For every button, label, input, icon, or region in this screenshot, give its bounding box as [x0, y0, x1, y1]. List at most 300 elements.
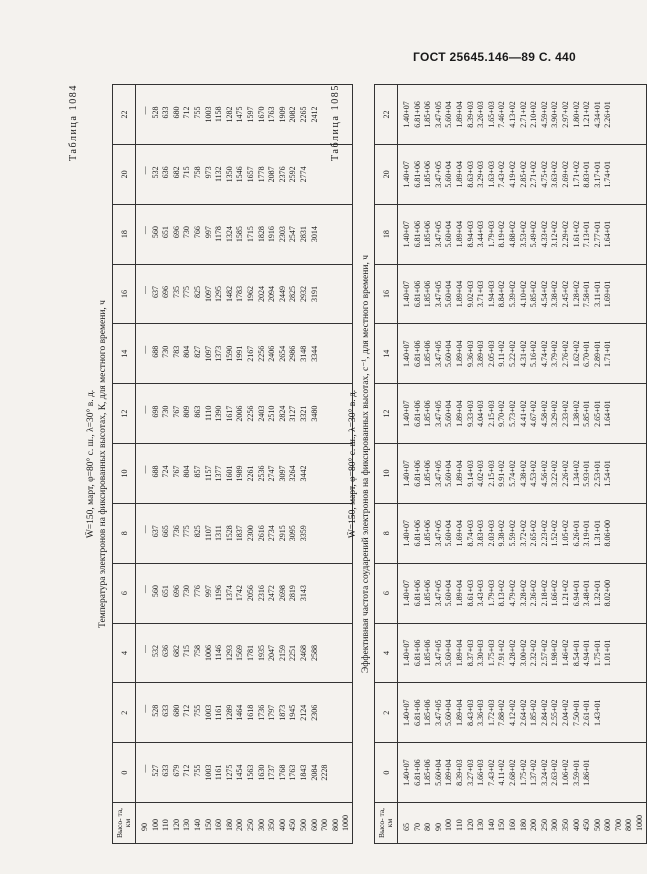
cell-value: 1158: [214, 106, 224, 123]
cell-value: 755: [192, 106, 202, 119]
cell-value: —: [140, 585, 149, 594]
cell-value: 1.40+07: [402, 280, 411, 308]
value-list: [398, 640, 614, 667]
table-subtitle: Температура электронов на фиксированных высотах, К, для местного времени, ч: [98, 300, 108, 628]
time-header: 0: [113, 743, 136, 803]
cell-value: 528: [150, 106, 160, 119]
cell-value: 1.89+04: [454, 220, 464, 248]
cell-value: 804: [182, 345, 192, 358]
cell-value: 1.62+02: [571, 340, 581, 368]
cell-value: 633: [161, 704, 171, 717]
cell-value: 1293: [224, 644, 234, 661]
altitude-value: 100: [444, 819, 454, 831]
cell-value: 2228: [320, 764, 330, 781]
cell-value: 5.85+01: [582, 400, 592, 427]
cell-value: 3.63+02: [550, 161, 560, 188]
cell-value: 5.74+02: [507, 460, 517, 487]
cell-value: 2536: [256, 465, 266, 482]
cell-value: 2047: [267, 644, 277, 661]
data-table: [374, 84, 647, 844]
cell-value: 809: [182, 405, 192, 418]
altitude-column: [136, 803, 353, 844]
cell-value: 1.66+02: [550, 579, 560, 607]
cell-value: 5.60+04: [444, 340, 454, 368]
altitude-value: 450: [288, 819, 298, 831]
cell-value: 5.60+04: [444, 220, 454, 248]
cell-value: 5.73+02: [507, 400, 517, 427]
cell-value: 1.72+03: [486, 699, 496, 727]
cell-value: 827: [192, 345, 202, 358]
cell-value: 7.43+02: [486, 759, 496, 786]
cell-value: 688: [150, 465, 160, 478]
cell-value: 8.39+03: [454, 759, 464, 786]
cell-value: 3191: [309, 285, 319, 302]
cell-value: 8.84+02: [497, 280, 507, 308]
cell-value: 8.61+03: [465, 579, 475, 607]
cell-value: 8.19+02: [497, 220, 507, 248]
cell-value: 1196: [214, 585, 224, 601]
cell-value: 1.40+07: [402, 460, 411, 487]
cell-value: 2592: [288, 166, 298, 183]
cell-value: 4.54+02: [539, 280, 549, 308]
cell-value: 2403: [256, 405, 266, 422]
cell-value: 2.29+02: [560, 220, 570, 248]
cell-value: 857: [192, 465, 202, 478]
cell-value: 1.65+03: [486, 101, 496, 128]
cell-value: 5.60+04: [444, 460, 454, 487]
value-list: [136, 525, 310, 541]
cell-value: 633: [161, 764, 171, 777]
cell-value: 3.71+03: [476, 280, 486, 308]
time-header: 8: [375, 503, 398, 563]
cell-value: 715: [182, 644, 192, 657]
cell-value: 1.52+02: [550, 520, 560, 547]
cell-value: 5.22+02: [507, 340, 517, 368]
cell-value: —: [140, 405, 149, 414]
cell-value: 2.97+02: [560, 101, 570, 128]
cell-value: 863: [192, 405, 202, 418]
cell-value: 766: [192, 226, 202, 239]
cell-value: 997: [203, 226, 213, 239]
altitude-column: [398, 803, 647, 844]
value-column: [398, 144, 647, 204]
cell-value: 6.81+06: [412, 759, 422, 786]
cell-value: 1.37+02: [529, 759, 539, 786]
cell-value: 2306: [309, 704, 319, 721]
cell-value: 1482: [224, 285, 234, 302]
cell-value: 3321: [298, 405, 308, 422]
cell-value: 1.89+04: [454, 400, 464, 427]
altitude-value: 250: [245, 819, 255, 831]
cell-value: 1110: [203, 405, 213, 422]
cell-value: 3095: [288, 525, 298, 542]
value-column: [398, 264, 647, 324]
value-list: [398, 161, 614, 188]
cell-value: —: [140, 525, 149, 534]
cell-value: 1.94+03: [486, 280, 496, 308]
cell-value: 2.55+02: [550, 699, 560, 727]
cell-value: 2.18+02: [539, 579, 549, 607]
cell-value: 2.53+01: [592, 460, 602, 487]
cell-value: 730: [182, 585, 192, 598]
cell-value: 8.54+01: [571, 639, 581, 667]
cell-value: 8.43+03: [465, 699, 475, 727]
cell-value: 1.85+06: [423, 759, 433, 786]
cell-value: 2376: [277, 166, 287, 183]
time-header: 6: [113, 563, 136, 623]
altitude-value: 120: [465, 819, 475, 831]
cell-value: 3.22+02: [550, 460, 560, 487]
time-header: 18: [375, 204, 398, 264]
cell-value: 1.89+04: [454, 579, 464, 607]
cell-value: 1464: [235, 704, 245, 721]
cell-value: 1.85+06: [423, 161, 433, 188]
value-list: [398, 101, 614, 128]
cell-value: 1916: [267, 226, 277, 243]
cell-value: 1311: [214, 525, 224, 541]
cell-value: 2.03+03: [486, 520, 496, 547]
cell-value: —: [140, 106, 149, 115]
cell-value: 5.60+04: [444, 520, 454, 547]
value-list: [398, 221, 614, 248]
cell-value: 1.43+01: [592, 699, 602, 727]
value-list: [398, 341, 614, 368]
cell-value: 1909: [277, 106, 287, 123]
altitude-value: 450: [582, 819, 592, 831]
cell-value: 6.81+06: [412, 699, 422, 727]
time-header: 0: [375, 743, 398, 803]
altitude-value: 80: [423, 823, 433, 831]
cell-value: 4.56+02: [539, 460, 549, 487]
cell-value: 698: [150, 405, 160, 418]
cell-value: 6.81+06: [412, 400, 422, 427]
cell-value: 1.40+07: [402, 639, 411, 667]
cell-value: 712: [182, 764, 192, 777]
cell-value: 1275: [224, 764, 234, 781]
altitude-value: 150: [497, 819, 507, 831]
value-list: [136, 226, 320, 242]
cell-value: 1.89+04: [454, 161, 464, 188]
cell-value: 2.84+02: [539, 699, 549, 727]
altitude-value: 130: [182, 819, 192, 831]
cell-value: 696: [161, 285, 171, 298]
cell-value: 730: [161, 405, 171, 418]
cell-value: 3.43+03: [476, 579, 486, 607]
altitude-value: 300: [550, 819, 560, 831]
value-list: [136, 166, 310, 182]
values-row: [398, 85, 647, 844]
cell-value: 1.89+04: [454, 639, 464, 667]
value-column: [398, 623, 647, 683]
value-column: [136, 384, 353, 444]
cell-value: —: [140, 345, 149, 354]
altitude-value: 700: [320, 819, 330, 831]
time-header: 12: [113, 384, 136, 444]
value-column: [398, 503, 647, 563]
cell-value: 825: [192, 285, 202, 298]
cell-value: 712: [182, 106, 192, 119]
cell-value: 3.72+02: [518, 520, 528, 547]
table-title: W̄=150, март, φ=80° с. ш., λ=30° в. д.: [348, 389, 358, 539]
cell-value: 2.15+03: [486, 460, 496, 487]
cell-value: 1742: [235, 585, 245, 602]
cell-value: 8.02+00: [603, 579, 613, 607]
cell-value: 5.93+01: [582, 460, 592, 487]
cell-value: 767: [171, 405, 181, 418]
cell-value: 2.77+01: [592, 220, 602, 248]
cell-value: 1.80+02: [571, 101, 581, 128]
cell-value: 1350: [224, 166, 234, 183]
cell-value: 2.61+01: [582, 699, 592, 727]
cell-value: 3.53+02: [518, 220, 528, 248]
cell-value: 2.23+02: [539, 520, 549, 547]
cell-value: 4.33+02: [539, 220, 549, 248]
cell-value: 5.60+04: [444, 699, 454, 727]
altitude-value: 150: [203, 819, 213, 831]
cell-value: 1454: [235, 764, 245, 781]
cell-value: 560: [150, 226, 160, 239]
header-row: [113, 85, 136, 844]
cell-value: 1475: [235, 106, 245, 123]
cell-value: 3.29+02: [550, 400, 560, 427]
cell-value: 1828: [256, 226, 266, 243]
cell-value: 2412: [309, 106, 319, 123]
cell-value: 2449: [277, 285, 287, 302]
cell-value: 1715: [245, 226, 255, 243]
cell-value: 758: [192, 166, 202, 179]
value-column: [136, 204, 353, 264]
cell-value: 3.90+02: [550, 101, 560, 128]
cell-value: 3442: [298, 465, 308, 482]
value-list: [398, 700, 603, 727]
cell-value: 736: [171, 525, 181, 538]
cell-value: 730: [161, 345, 171, 358]
value-list: [136, 406, 320, 422]
value-column: [136, 743, 353, 803]
altitude-value: 800: [330, 819, 340, 831]
cell-value: 1.01+01: [603, 639, 613, 667]
cell-value: 4.19+02: [507, 161, 517, 188]
altitude-value: 130: [476, 819, 486, 831]
cell-value: 3.11+01: [592, 280, 602, 307]
altitude-value: 160: [507, 819, 517, 831]
cell-value: 1945: [288, 704, 298, 721]
cell-value: 4.74+02: [539, 340, 549, 368]
cell-value: 3097: [277, 465, 287, 482]
cell-value: 1.40+07: [402, 400, 411, 427]
time-header: 18: [113, 204, 136, 264]
cell-value: 1546: [235, 166, 245, 183]
cell-value: 1.32+01: [592, 579, 602, 607]
cell-value: 1.74+01: [603, 161, 613, 188]
value-column: [398, 324, 647, 384]
cell-value: 637: [150, 525, 160, 538]
value-column: [136, 85, 353, 145]
cell-value: 3.59+01: [571, 759, 581, 786]
header-row: [375, 85, 398, 844]
cell-value: 5.16+02: [529, 340, 539, 368]
cell-value: 1601: [224, 465, 234, 482]
cell-value: 1768: [277, 764, 287, 781]
value-list: [398, 460, 614, 487]
cell-value: 9.11+02: [497, 340, 507, 367]
cell-value: 3.30+03: [476, 639, 486, 667]
data-table: [112, 84, 353, 844]
altitude-value: 180: [518, 819, 528, 831]
cell-value: 4.38+02: [518, 460, 528, 487]
cell-value: 3.47+05: [433, 460, 443, 487]
cell-value: 3.24+02: [539, 759, 549, 786]
cell-value: 735: [171, 285, 181, 298]
cell-value: 3.47+05: [433, 161, 443, 188]
cell-value: 8.13+02: [497, 579, 507, 607]
cell-value: 1.40+07: [402, 759, 411, 786]
cell-value: 1763: [267, 106, 277, 123]
value-column: [398, 384, 647, 444]
cell-value: 2.69+02: [560, 161, 570, 188]
cell-value: 9.38+02: [497, 520, 507, 547]
cell-value: 1.40+07: [402, 340, 411, 368]
cell-value: 3.47+05: [433, 639, 443, 667]
cell-value: 1657: [245, 166, 255, 183]
cell-value: 3.12+02: [550, 220, 560, 248]
cell-value: 6.81+06: [412, 280, 422, 308]
cell-value: 1.85+06: [423, 280, 433, 308]
cell-value: 2082: [288, 106, 298, 123]
cell-value: 2.26+02: [560, 460, 570, 487]
cell-value: 3480: [309, 405, 319, 422]
cell-value: 2094: [267, 285, 277, 302]
value-list: [136, 465, 310, 481]
cell-value: 3.83+03: [476, 520, 486, 547]
cell-value: 1374: [224, 585, 234, 602]
cell-value: 1.85+06: [423, 639, 433, 667]
altitude-value: 350: [560, 819, 570, 831]
time-header: 4: [375, 623, 398, 683]
cell-value: 4.79+02: [507, 579, 517, 607]
cell-value: 5.60+04: [444, 579, 454, 607]
value-list: [136, 346, 320, 362]
cell-value: 1.61+02: [571, 220, 581, 248]
cell-value: 3.38+02: [550, 280, 560, 308]
cell-value: 2300: [245, 525, 255, 542]
value-column: [398, 85, 647, 145]
page-header: ГОСТ 25645.146—89 С. 440: [413, 50, 576, 64]
value-column: [136, 324, 353, 384]
cell-value: 7.46+02: [497, 101, 507, 128]
cell-value: 2.26+01: [603, 101, 613, 128]
cell-value: 1597: [245, 106, 255, 123]
cell-value: 2.63+02: [550, 759, 560, 786]
value-column: [136, 144, 353, 204]
cell-value: 1.89+04: [454, 340, 464, 368]
cell-value: 1.40+07: [402, 520, 411, 547]
cell-value: 1991: [235, 345, 245, 362]
cell-value: 1.89+04: [454, 101, 464, 128]
cell-value: 1.34+02: [571, 460, 581, 487]
cell-value: 4.04+03: [476, 400, 486, 427]
cell-value: 1.38+02: [571, 400, 581, 427]
cell-value: 8.74+03: [465, 520, 475, 547]
cell-value: 1843: [298, 764, 308, 781]
cell-value: 8.83+01: [582, 161, 592, 188]
cell-value: 4.58+02: [539, 400, 549, 427]
altitude-value: 90: [140, 823, 149, 831]
cell-value: 730: [182, 226, 192, 239]
cell-value: 1.79+03: [486, 579, 496, 607]
cell-value: 6.81+06: [412, 520, 422, 547]
cell-value: 2.32+02: [529, 639, 539, 667]
cell-value: 1873: [277, 704, 287, 721]
cell-value: 1373: [214, 345, 224, 362]
value-list: [136, 585, 310, 601]
cell-value: 4.34+01: [592, 101, 602, 128]
cell-value: 2251: [288, 644, 298, 661]
time-header: 4: [113, 623, 136, 683]
cell-value: 4.10+02: [518, 280, 528, 308]
cell-value: 783: [171, 345, 181, 358]
cell-value: 9.33+03: [465, 400, 475, 427]
cell-value: 1736: [256, 704, 266, 721]
cell-value: 3.44+03: [476, 220, 486, 248]
cell-value: 4.31+02: [518, 340, 528, 368]
cell-value: 1.71+01: [603, 340, 613, 368]
cell-value: 2915: [277, 525, 287, 542]
altitude-list: [398, 815, 646, 831]
cell-value: 4.02+03: [476, 460, 486, 487]
cell-value: 532: [150, 644, 160, 657]
cell-value: 1528: [224, 525, 234, 542]
value-list: [136, 106, 320, 122]
cell-value: 2.71+02: [529, 161, 539, 188]
cell-value: 3359: [298, 525, 308, 542]
cell-value: 767: [171, 465, 181, 478]
cell-value: 1.75+01: [592, 639, 602, 667]
cell-value: 1.89+04: [454, 699, 464, 727]
cell-value: 1.64+01: [603, 400, 613, 427]
cell-value: 2303: [277, 226, 287, 243]
cell-value: —: [140, 166, 149, 175]
cell-value: 3.19+01: [582, 520, 592, 547]
cell-value: 1585: [235, 226, 245, 243]
cell-value: 2986: [288, 345, 298, 362]
cell-value: —: [140, 764, 149, 773]
cell-value: 8.94+03: [465, 220, 475, 248]
cell-value: 2472: [267, 585, 277, 602]
altitude-value: 70: [412, 823, 422, 831]
altitude-value: 800: [624, 819, 634, 831]
cell-value: 9.14+03: [465, 460, 475, 487]
cell-value: 6.26+01: [571, 520, 581, 547]
cell-value: 1157: [203, 465, 213, 482]
cell-value: 2056: [245, 585, 255, 602]
cell-value: 2.76+02: [560, 340, 570, 368]
cell-value: 825: [192, 525, 202, 538]
cell-value: 3127: [288, 405, 298, 422]
cell-value: 4.28+02: [507, 639, 517, 667]
value-column: [398, 444, 647, 504]
cell-value: 1377: [214, 465, 224, 482]
cell-value: 1003: [203, 704, 213, 721]
cell-value: 1837: [235, 525, 245, 542]
time-header: 12: [375, 384, 398, 444]
altitude-value: 100: [150, 819, 160, 831]
cell-value: 1.89+04: [454, 460, 464, 487]
cell-value: 2159: [277, 644, 287, 661]
cell-value: 715: [182, 166, 192, 179]
value-column: [398, 563, 647, 623]
cell-value: 2825: [288, 285, 298, 302]
